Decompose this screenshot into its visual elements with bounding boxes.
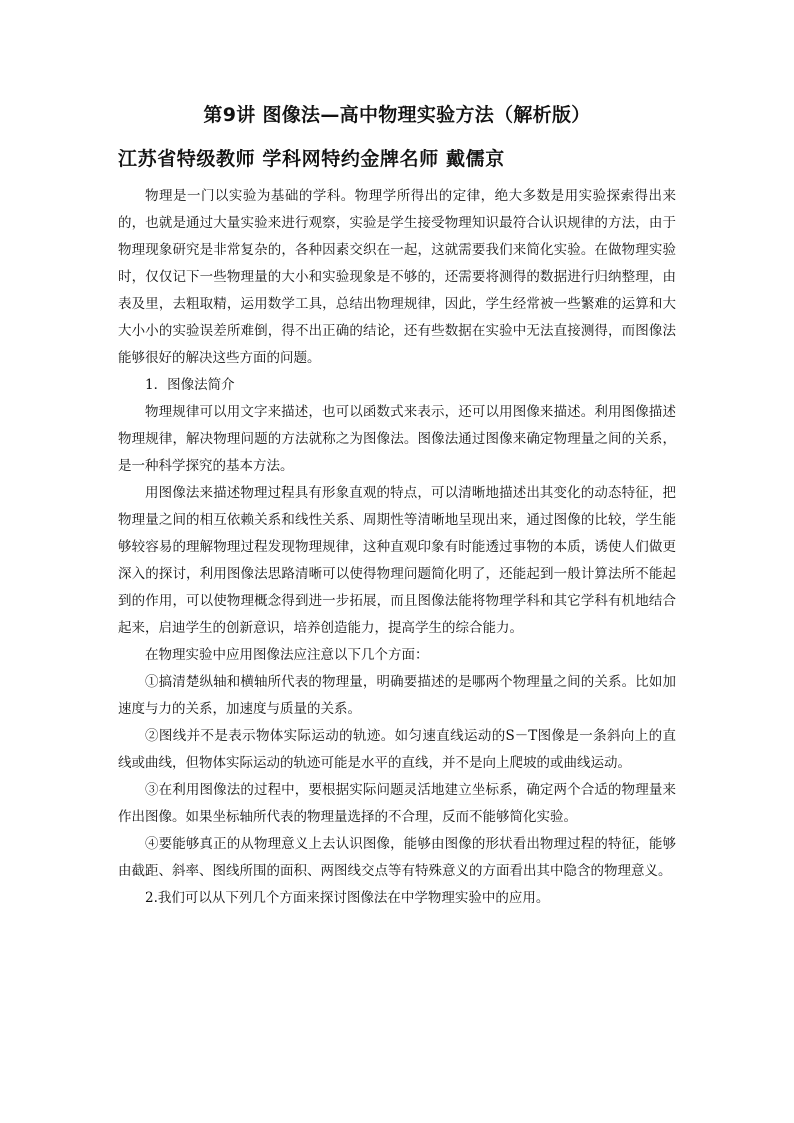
features-paragraph: 用图像法来描述物理过程具有形象直观的特点，可以清晰地描述出其变化的动态特征，把物理量之间的相互依赖关系和线性关系、周期性等清晰地呈现出来，通过图像的比较，学生能够较容易的理解物理过程发现物理规律，这种直观印象有时能透过事物的本质，诱使人们做更深入的探讨，利用图像法思路清晰可以使得物理问题简化明了，还能起到一般计算法所不能起到的作用，可以使物理概念得到进一步拓展，而且图像法能将物理学科和其它学科有机地结合起来，启迪学生的创新意识，培养创造能力，提高学生的综合能力。 xyxy=(118,485,676,636)
notes-intro-paragraph: 在物理实验中应用图像法应注意以下几个方面： xyxy=(145,647,429,663)
definition-paragraph: 物理规律可以用文字来描述，也可以函数式来表示，还可以用图像来描述。利用图像描述物理规律，解决物理问题的方法就称之为图像法。图像法通过图像来确定物理量之间的关系，是一种科学探究的基本方法。 xyxy=(118,404,676,474)
note-item-2: ②图线并不是表示物体实际运动的轨迹。如匀速直线运动的S－T图像是一条斜向上的直线或曲线，但物体实际运动的轨迹可能是水平的直线，并不是向上爬坡的或曲线运动。 xyxy=(118,728,676,771)
section-heading-1: 1．图像法简介 xyxy=(145,377,235,393)
document-body xyxy=(118,183,676,912)
intro-paragraph: 物理是一门以实验为基础的学科。物理学所得出的定律，绝大多数是用实验探索得出来的，也就是通过大量实验来进行观察，实验是学生接受物理知识最符合认识规律的方法，由于物理现象研究是非常复杂的，各种因素交织在一起，这就需要我们来简化实验。在做物理实验时，仅仅记下一些物理量的大小和实验现象是不够的，还需要将测得的数据进行归纳整理，由表及里，去粗取精，运用数学工具，总结出物理规律，因此，学生经常被一些繁难的运算和大大小小的实验误差所难倒，得不出正确的结论，还有些数据在实验中无法直接测得，而图像法能够很好的解决这些方面的问题。 xyxy=(118,188,676,366)
note-item-1: ①搞清楚纵轴和横轴所代表的物理量，明确要描述的是哪两个物理量之间的关系。比如加速度与力的关系，加速度与质量的关系。 xyxy=(118,674,676,717)
author-line: 江苏省特级教师 学科网特约金牌名师 戴儒京 xyxy=(118,148,505,170)
note-item-4: ④要能够真正的从物理意义上去认识图像，能够由图像的形状看出物理过程的特征，能够由截距、斜率、图线所围的面积、两图线交点等有特殊意义的方面看出其中隐含的物理意义。 xyxy=(118,836,676,879)
section-heading-2: 2.我们可以从下列几个方面来探讨图像法在中学物理实验中的应用。 xyxy=(145,890,550,906)
document-title: 第9讲 图像法—高中物理实验方法（解析版） xyxy=(203,104,591,126)
note-item-3: ③在利用图像法的过程中，要根据实际问题灵活地建立坐标系，确定两个合适的物理量来作出图像。如果坐标轴所代表的物理量选择的不合理，反而不能够简化实验。 xyxy=(118,782,676,825)
